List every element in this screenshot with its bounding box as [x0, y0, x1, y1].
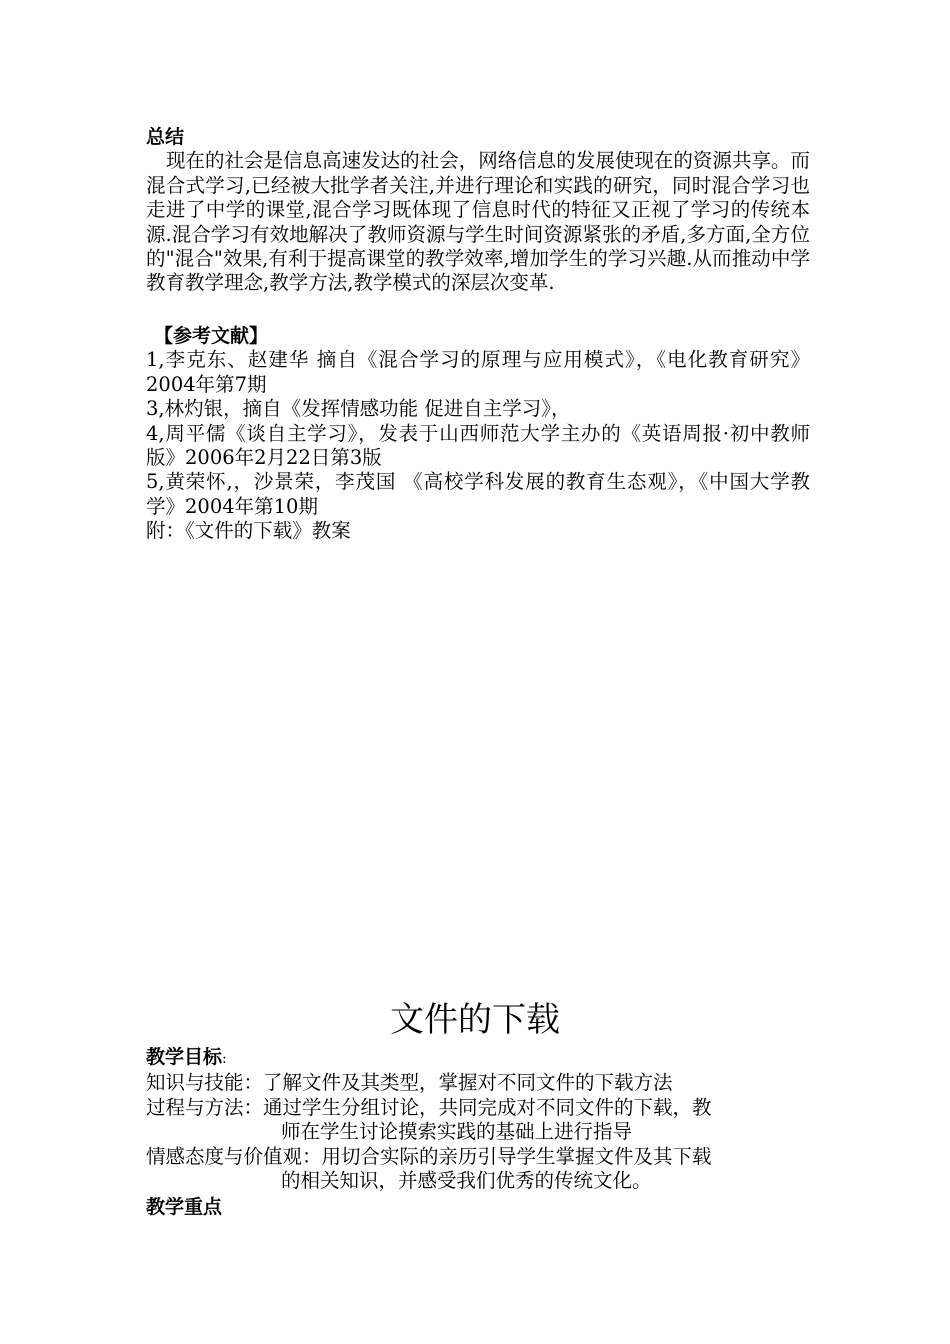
objective-continuation: 的相关知识，并感受我们优秀的传统文化。	[281, 1169, 652, 1193]
references-title: 【参考文献】	[154, 325, 269, 347]
summary-paragraph: 现在的社会是信息高速发达的社会，网络信息的发展使现在的资源共享。而混合式学习,已经被大批学者关注,并进行理论和实践的研究，同时混合学习也走进了中学的课堂,混合学习既体现了信息时代的特征又正视了学习的传统本源.混合学习有效地解决了教师资源与学生时间资源紧张的矛盾,多方面,全方位的"混合"效果,有利于提高课堂的教学效率,增加学生的学习兴趣.从而推动中学教育教学理念,教学方法,教学模式的深层次变革.	[146, 149, 810, 295]
lesson-title: 文件的下载	[390, 1000, 560, 1040]
reference-item: 4,周平儒《谈自主学习》，发表于山西师范大学主办的《英语周报·初中教师版》2006年2月22日第3版	[146, 421, 810, 470]
reference-item: 3,林灼银，摘自《发挥情感功能 促进自主学习》，	[146, 397, 571, 421]
objectives-section	[146, 1045, 810, 1220]
reference-item: 5,黄荣怀,，沙景荣，李茂国 《高校学科发展的教育生态观》，《中国大学教学》2004年第10期	[146, 470, 810, 518]
appendix-line: 附：《文件的下载》教案	[146, 519, 351, 543]
references-section	[146, 324, 810, 544]
objective-row	[146, 1145, 810, 1169]
objectives-heading: 教学目标	[146, 1046, 223, 1068]
objective-label: 知识与技能：	[146, 1071, 264, 1095]
objectives-heading-line	[146, 1045, 810, 1071]
objective-text: 了解文件及其类型，掌握对不同文件的下载方法	[263, 1071, 673, 1095]
objective-row	[146, 1071, 810, 1095]
key-points-heading: 教学重点	[146, 1196, 223, 1219]
objective-row	[146, 1096, 810, 1120]
summary-heading: 总结	[146, 126, 185, 148]
objective-label: 情感态度与价值观：	[146, 1144, 322, 1168]
summary-section	[146, 125, 810, 296]
objective-text: 用切合实际的亲历引导学生掌握文件及其下载	[321, 1144, 712, 1168]
objective-label: 过程与方法：	[146, 1095, 264, 1119]
objectives-colon: :	[222, 1051, 227, 1067]
objective-text: 通过学生分组讨论，共同完成对不同文件的下载，教	[263, 1095, 712, 1119]
objective-continuation: 师在学生讨论摸索实践的基础上进行指导	[281, 1120, 633, 1144]
reference-item: 1,李克东、赵建华 摘自《混合学习的原理与应用模式》，《电化教育研究》2004年第7期	[146, 348, 810, 396]
